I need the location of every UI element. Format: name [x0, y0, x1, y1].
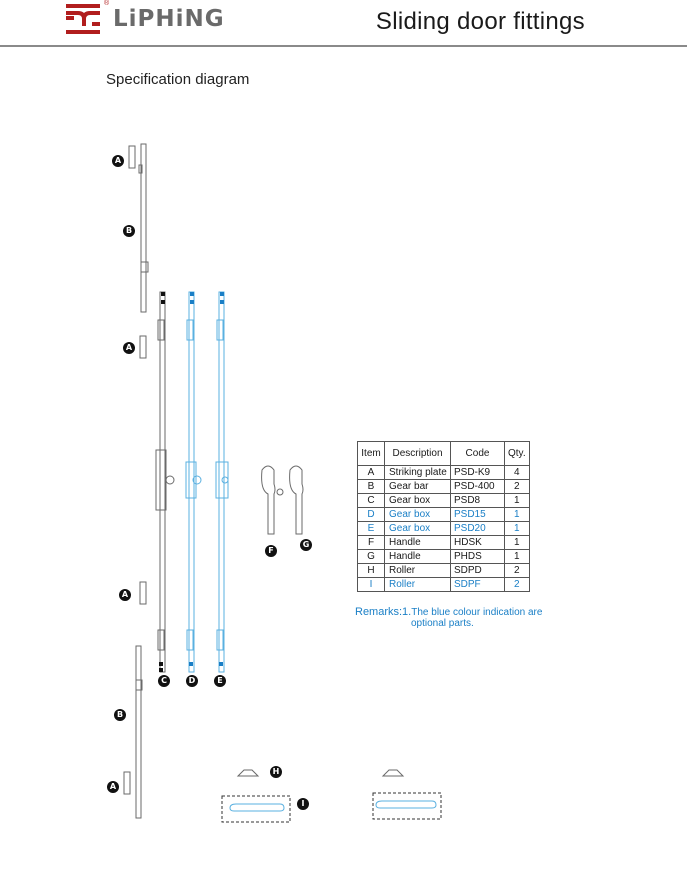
cell-item: B — [358, 480, 385, 494]
section-title: Specification diagram — [106, 71, 250, 88]
part-label-h: H — [270, 766, 282, 778]
cell-item: H — [358, 564, 385, 578]
parts-table — [357, 441, 530, 592]
cell-qty: 1 — [505, 550, 530, 564]
cell-item: I — [358, 578, 385, 592]
part-label-d: D — [186, 675, 198, 687]
cell-code: PSD-K9 — [451, 466, 505, 480]
table-row-optional — [358, 508, 530, 522]
table-row — [358, 536, 530, 550]
header-qty: Qty. — [505, 442, 530, 466]
header-description: Description — [385, 442, 451, 466]
table-row — [358, 494, 530, 508]
table-row-optional — [358, 578, 530, 592]
remarks-lead: Remarks:1. — [355, 606, 412, 618]
cell-description: Roller — [385, 578, 451, 592]
part-label-a-2: A — [123, 342, 135, 354]
part-label-b-2: B — [114, 709, 126, 721]
cell-qty: 1 — [505, 522, 530, 536]
cell-qty: 2 — [505, 480, 530, 494]
table-row — [358, 466, 530, 480]
cell-qty: 2 — [505, 564, 530, 578]
cell-item: D — [358, 508, 385, 522]
page-title: Sliding door fittings — [375, 8, 585, 35]
cell-qty: 1 — [505, 536, 530, 550]
registered-mark: ® — [104, 0, 110, 7]
cell-item: F — [358, 536, 385, 550]
cell-description: Handle — [385, 536, 451, 550]
remarks-note — [355, 607, 542, 629]
cell-code: PSD8 — [451, 494, 505, 508]
part-label-i: I — [297, 798, 309, 810]
cell-description: Handle — [385, 550, 451, 564]
part-label-e: E — [214, 675, 226, 687]
cell-code: HDSK — [451, 536, 505, 550]
part-label-c: C — [158, 675, 170, 687]
cell-qty: 2 — [505, 578, 530, 592]
part-label-a-1: A — [112, 155, 124, 167]
cell-description: Gear box — [385, 508, 451, 522]
cell-code: PSD20 — [451, 522, 505, 536]
part-label-f: F — [265, 545, 277, 557]
part-label-a-4: A — [107, 781, 119, 793]
table-row-optional — [358, 522, 530, 536]
remarks-line-2: optional parts. — [411, 618, 474, 629]
table-row — [358, 564, 530, 578]
cell-qty: 1 — [505, 494, 530, 508]
cell-item: C — [358, 494, 385, 508]
cell-description: Gear box — [385, 494, 451, 508]
cell-description: Gear box — [385, 522, 451, 536]
part-label-g: G — [300, 539, 312, 551]
cell-code: SDPD — [451, 564, 505, 578]
part-label-a-3: A — [119, 589, 131, 601]
cell-item: E — [358, 522, 385, 536]
header-code: Code — [451, 442, 505, 466]
table-header-row — [358, 442, 530, 466]
brand-name: LiPHiNG — [113, 6, 225, 32]
cell-code: PHDS — [451, 550, 505, 564]
cell-description: Striking plate — [385, 466, 451, 480]
cell-code: SDPF — [451, 578, 505, 592]
header-item: Item — [358, 442, 385, 466]
cell-description: Gear bar — [385, 480, 451, 494]
cell-code: PSD15 — [451, 508, 505, 522]
cell-item: A — [358, 466, 385, 480]
table-row — [358, 550, 530, 564]
cell-item: G — [358, 550, 385, 564]
cell-qty: 4 — [505, 466, 530, 480]
table-row — [358, 480, 530, 494]
remarks-line-1: The blue colour indication are — [411, 607, 543, 618]
cell-description: Roller — [385, 564, 451, 578]
cell-qty: 1 — [505, 508, 530, 522]
part-label-b-1: B — [123, 225, 135, 237]
cell-code: PSD-400 — [451, 480, 505, 494]
